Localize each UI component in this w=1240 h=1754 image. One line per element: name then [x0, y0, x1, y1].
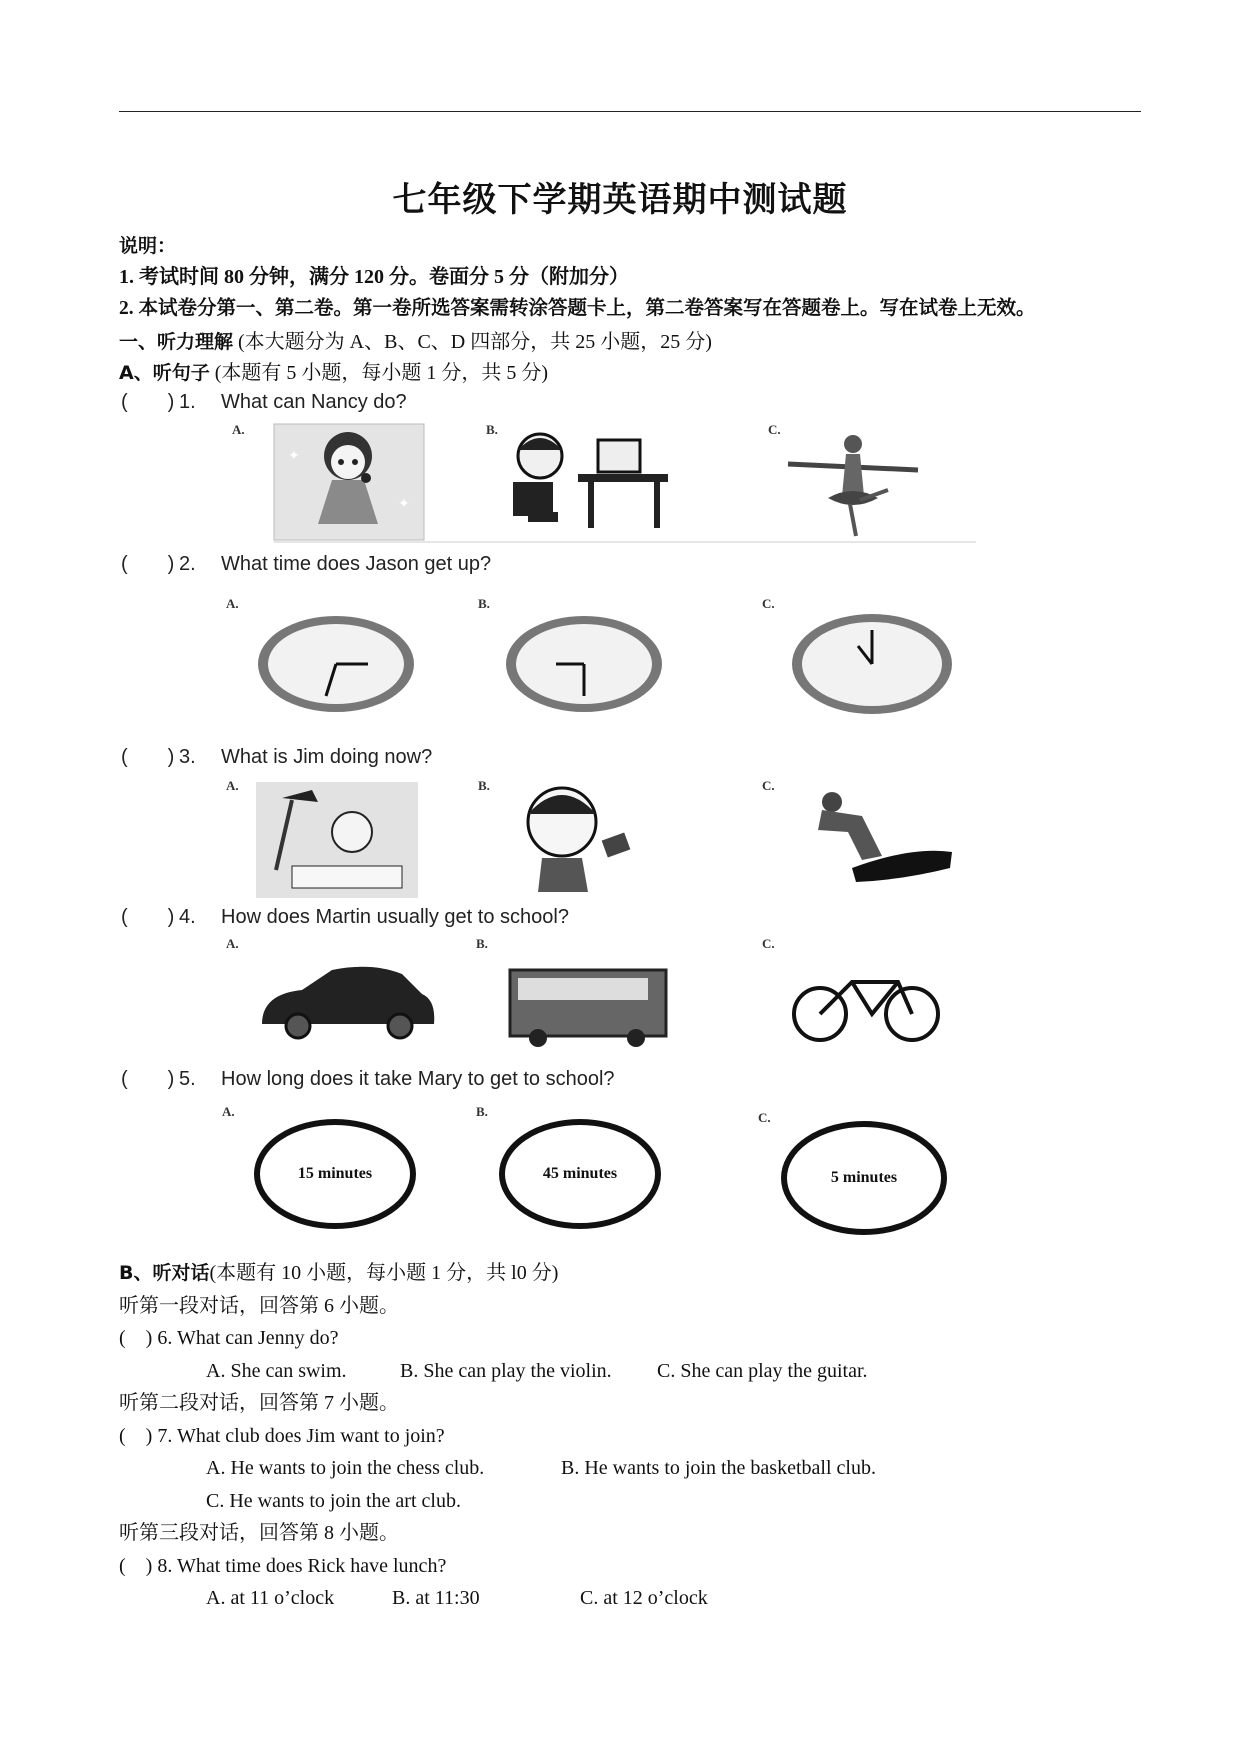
- svg-text:A.: A.: [226, 596, 239, 611]
- bus-icon: [510, 970, 666, 1047]
- svg-text:A.: A.: [226, 936, 239, 951]
- question-5: ( ) 5. How long does it take Mary to get to school?: [121, 1068, 615, 1090]
- ballet-dancer-icon: [788, 435, 918, 536]
- section1-desc: (本大题分为 A、B、C、D 四部分，共 25 小题，25 分): [233, 331, 712, 353]
- dialog-3-instruction: 听第三段对话，回答第 8 小题。: [119, 1522, 399, 1544]
- svg-text:B.: B.: [476, 936, 488, 951]
- partA-heading: A、听句子: [119, 362, 210, 384]
- partB-desc: (本题有 10 小题，每小题 1 分，共 l0 分): [209, 1262, 559, 1284]
- svg-text:C.: C.: [758, 1110, 771, 1125]
- q7-option-a[interactable]: A. He wants to join the chess club.: [206, 1457, 485, 1479]
- svg-text:A.: A.: [232, 422, 245, 437]
- note-2: 2. 本试卷分第一、第二卷。第一卷所选答案需转涂答题卡上，第二卷答案写在答题卷上。写在试卷上无效。: [119, 298, 1036, 319]
- partA-heading-line: [119, 361, 548, 385]
- answer-blank[interactable]: ( ): [121, 906, 175, 928]
- note-1: 1. 考试时间 80 分钟，满分 120 分。卷面分 5 分（附加分）: [119, 266, 629, 288]
- car-icon: [262, 967, 434, 1038]
- section1-heading: 一、听力理解: [119, 331, 234, 353]
- svg-text:B.: B.: [486, 422, 498, 437]
- svg-text:C.: C.: [762, 596, 775, 611]
- svg-text:A.: A.: [222, 1104, 235, 1119]
- q5-options-figure: [218, 1102, 978, 1234]
- dialog-2-instruction: 听第二段对话，回答第 7 小题。: [119, 1392, 399, 1414]
- svg-text:C.: C.: [768, 422, 781, 437]
- partB-heading-line: [119, 1261, 558, 1285]
- svg-text:5 minutes: 5 minutes: [830, 1169, 898, 1186]
- q8-option-a[interactable]: A. at 11 o’clock: [206, 1587, 335, 1609]
- q6-option-b[interactable]: B. She can play the violin.: [400, 1360, 612, 1382]
- answer-blank[interactable]: ( ): [121, 1068, 175, 1090]
- option-5-minutes: [784, 1124, 944, 1232]
- q3-pictures: [222, 776, 982, 900]
- answer-blank[interactable]: ( ): [121, 553, 175, 575]
- q8-option-b[interactable]: B. at 11:30: [392, 1587, 480, 1609]
- question-8: ( ) 8. What time does Rick have lunch?: [119, 1555, 447, 1577]
- snowboarder-icon: [818, 792, 952, 882]
- q8-option-c[interactable]: C. at 12 o’clock: [580, 1587, 708, 1609]
- page-title: 七年级下学期英语期中测试题: [392, 180, 848, 220]
- q4-options-figure: [222, 934, 982, 1054]
- question-3: ( ) 3. What is Jim doing now?: [121, 746, 433, 768]
- q5-pictures: [218, 1102, 978, 1234]
- q7-option-c[interactable]: C. He wants to join the art club.: [206, 1490, 461, 1512]
- svg-text:15 minutes: 15 minutes: [297, 1165, 373, 1182]
- q1-options-figure: [228, 420, 978, 544]
- question-1: ( ) 1. What can Nancy do?: [121, 391, 407, 413]
- section1-heading-line: [119, 330, 712, 354]
- q6-option-a[interactable]: A. She can swim.: [206, 1360, 347, 1382]
- q6-option-c[interactable]: C. She can play the guitar.: [657, 1360, 868, 1382]
- boy-computer-icon: [513, 434, 668, 528]
- svg-text:B.: B.: [476, 1104, 488, 1119]
- option-15-minutes: [257, 1122, 413, 1226]
- svg-text:B.: B.: [478, 596, 490, 611]
- notes-heading: 说明：: [119, 235, 177, 257]
- clock-b-icon: [506, 616, 662, 712]
- q3-options-figure: [222, 776, 982, 900]
- q1-pictures: [228, 420, 978, 544]
- option-45-minutes: [502, 1122, 658, 1226]
- question-2: ( ) 2. What time does Jason get up?: [121, 553, 492, 575]
- svg-text:A.: A.: [226, 778, 239, 793]
- svg-text:C.: C.: [762, 936, 775, 951]
- svg-text:45 minutes: 45 minutes: [542, 1165, 618, 1182]
- answer-blank[interactable]: ( ): [121, 391, 175, 413]
- q2-options-figure: [222, 594, 982, 714]
- q4-pictures: [222, 934, 982, 1054]
- header-rule: [119, 111, 1141, 112]
- svg-text:✦: ✦: [398, 497, 410, 512]
- bicycle-icon: [794, 982, 938, 1040]
- answer-blank[interactable]: ( ): [121, 746, 175, 768]
- question-6: ( ) 6. What can Jenny do?: [119, 1327, 339, 1349]
- svg-text:B.: B.: [478, 778, 490, 793]
- partA-desc: (本题有 5 小题，每小题 1 分，共 5 分): [209, 362, 549, 384]
- clock-a-icon: [258, 616, 414, 712]
- q7-option-b[interactable]: B. He wants to join the basketball club.: [561, 1457, 876, 1479]
- question-4: ( ) 4. How does Martin usually get to school?: [121, 906, 569, 928]
- svg-text:✦: ✦: [288, 449, 300, 464]
- boy-playing-icon: [528, 788, 630, 892]
- q2-pictures: [222, 594, 982, 714]
- partB-heading: B、听对话: [119, 1262, 210, 1284]
- question-7: ( ) 7. What club does Jim want to join?: [119, 1425, 445, 1447]
- dialog-1-instruction: 听第一段对话，回答第 6 小题。: [119, 1295, 399, 1317]
- clock-c-icon: [792, 614, 952, 714]
- svg-text:C.: C.: [762, 778, 775, 793]
